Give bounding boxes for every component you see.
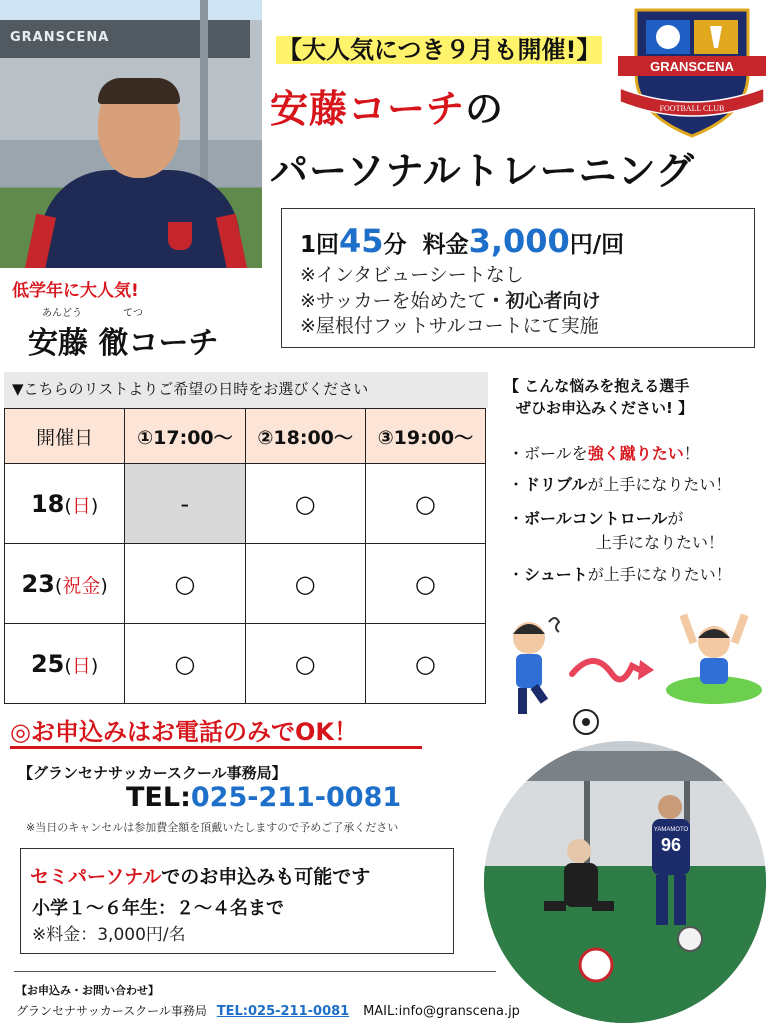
footer-inquiry: 【お申込み・お問い合わせ】 <box>16 984 159 997</box>
worry-post: が <box>667 509 684 528</box>
slot-cell[interactable]: ○ <box>245 464 365 544</box>
footer-contact <box>16 1002 520 1019</box>
ruby-family: あんどう <box>42 308 82 319</box>
price-note-2-text: ※サッカーを始めたて <box>300 290 487 312</box>
price-minutes-unit: 分 <box>383 232 407 258</box>
worries-title-line-2: ぜひお申込みください! 】 <box>516 399 694 417</box>
ball-icon <box>574 710 598 734</box>
coach-shirt <box>40 170 240 268</box>
ball-icon <box>678 927 702 951</box>
worried-kid-icon <box>513 618 559 714</box>
club-logo <box>618 4 766 140</box>
price-fee: 3,000 <box>468 222 570 260</box>
schedule-instruction: ▼こちらのリストよりご希望の日時をお選びください <box>4 372 488 408</box>
worry-item-continued <box>596 530 724 553</box>
worry-pre: ・ボールを <box>508 444 588 463</box>
header-slot-3: ③19:00～ <box>365 409 485 464</box>
row-day: 25 <box>30 649 65 678</box>
tel-label: TEL: <box>126 782 191 813</box>
header-slot-1: ①17:00～ <box>125 409 245 464</box>
row-date: 25(日) <box>5 624 125 704</box>
worry-item <box>508 506 683 529</box>
semi-personal-line <box>30 862 370 889</box>
price-prefix: 1回 <box>300 232 340 258</box>
logo-brand: GRANSCENA <box>650 59 734 74</box>
jersey-name: YAMAMOTO <box>653 827 689 833</box>
row-day: 18 <box>30 489 65 518</box>
coach-name: 安藤 徹コーチ <box>28 326 219 361</box>
worries-title <box>504 375 693 419</box>
worry-post: が上手になりたい！ <box>587 475 732 494</box>
price-note-2 <box>300 286 601 313</box>
worry-post: が上手になりたい！ <box>587 565 732 584</box>
office-name: 【グランセナサッカースクール事務局】 <box>18 764 287 782</box>
cancel-note: ※当日のキャンセルは参加費全額を頂戴いたしますので予めご了承ください <box>26 821 399 834</box>
price-note-2-bold: ・初心者向け <box>486 290 601 312</box>
worry-highlight: シュート <box>524 565 588 584</box>
worry-item <box>508 562 732 585</box>
worry-item <box>508 472 731 495</box>
tel-number[interactable]: 025-211-0081 <box>190 782 402 813</box>
slot-cell[interactable]: ○ <box>365 624 485 704</box>
ruby-given: てつ <box>123 308 143 319</box>
worry-pre: ・ <box>508 509 525 528</box>
popular-label: 低学年に大人気! <box>12 281 139 301</box>
header-date: 開催日 <box>5 409 125 464</box>
footer-office: グランセナサッカースクール事務局 <box>16 1004 207 1018</box>
table-row <box>5 544 486 624</box>
apply-underline <box>10 746 422 749</box>
price-fee-label: 料金 <box>422 232 469 258</box>
price-minutes: 45 <box>339 222 384 260</box>
table-row <box>5 464 486 544</box>
title-coach-name: 安藤コーチ <box>270 87 466 131</box>
price-note-3-text: ※屋根付フットサルコートにて実施 <box>300 315 599 337</box>
worry-highlight: 強く蹴りたい <box>587 444 684 463</box>
schedule-header-row <box>5 409 486 464</box>
worries-title-line-1: 【 こんな悩みを抱える選手 <box>504 377 690 395</box>
happy-kid-icon <box>666 613 762 704</box>
logo-motto: FOOTBALL CLUB <box>659 104 725 113</box>
slot-cell: - <box>125 464 245 544</box>
row-date: 18(日) <box>5 464 125 544</box>
training-photo-scene <box>484 741 766 1023</box>
worry-post: 上手になりたい！ <box>596 533 725 552</box>
coach-hair <box>98 78 180 104</box>
semi-highlight: セミパーソナル <box>30 866 162 888</box>
footer-tel-link[interactable]: TEL:025-211-0081 <box>216 1004 350 1019</box>
row-weekday: 日 <box>71 494 91 517</box>
arrow-icon <box>572 661 644 679</box>
price-note-1-text: ※インタビューシートなし <box>300 264 524 286</box>
coach-photo <box>0 0 262 268</box>
worry-highlight: ドリブル <box>524 475 588 494</box>
price-fee-unit: 円/回 <box>569 232 625 258</box>
worry-post: ！ <box>683 444 700 463</box>
header-slot-2: ②18:00～ <box>245 409 365 464</box>
jersey-number: 96 <box>660 835 682 855</box>
semi-grades: 小学１～６年生：２～４名まで <box>32 898 284 919</box>
title-line-1 <box>270 78 504 133</box>
footer-mail[interactable]: MAIL:info@granscena.jp <box>363 1004 520 1019</box>
semi-fee: ※料金：3,000円/名 <box>32 925 186 945</box>
worry-pre: ・ <box>508 565 525 584</box>
slot-cell[interactable]: ○ <box>125 544 245 624</box>
soccer-kids-illustration <box>494 608 764 738</box>
table-row <box>5 624 486 704</box>
slot-cell[interactable]: ○ <box>365 544 485 624</box>
ball-icon <box>580 949 612 981</box>
row-day: 23 <box>21 569 55 598</box>
slot-cell[interactable]: ○ <box>125 624 245 704</box>
title-line-2: パーソナルトレーニング <box>270 149 695 193</box>
row-weekday: 日 <box>71 654 91 677</box>
slot-cell[interactable]: ○ <box>245 544 365 624</box>
price-note-3 <box>300 311 599 338</box>
apply-headline: ◎お申込みはお電話のみでOK！ <box>10 718 358 746</box>
semi-rest: でのお申込みも可能です <box>161 866 371 888</box>
price-line <box>300 222 624 260</box>
title-particle: の <box>465 87 505 131</box>
row-date: 23(祝金) <box>5 544 125 624</box>
tagline-text: 【大人気につき９月も開催!】 <box>278 36 601 64</box>
pole <box>200 0 208 200</box>
footer-divider <box>14 971 496 972</box>
price-note-1 <box>300 260 524 287</box>
worry-pre: ・ <box>508 475 525 494</box>
worry-highlight: ボールコントロール <box>524 509 668 528</box>
shirt-crest <box>168 222 192 250</box>
tagline <box>276 30 602 65</box>
slot-cell[interactable]: ○ <box>365 464 485 544</box>
worry-item <box>508 441 700 464</box>
slot-cell[interactable]: ○ <box>245 624 365 704</box>
training-photo <box>484 741 766 1023</box>
tel-line <box>126 782 401 813</box>
schedule-table <box>4 408 486 704</box>
building-sign: GRANSCENA <box>0 20 250 58</box>
row-weekday: 祝金 <box>62 574 101 597</box>
